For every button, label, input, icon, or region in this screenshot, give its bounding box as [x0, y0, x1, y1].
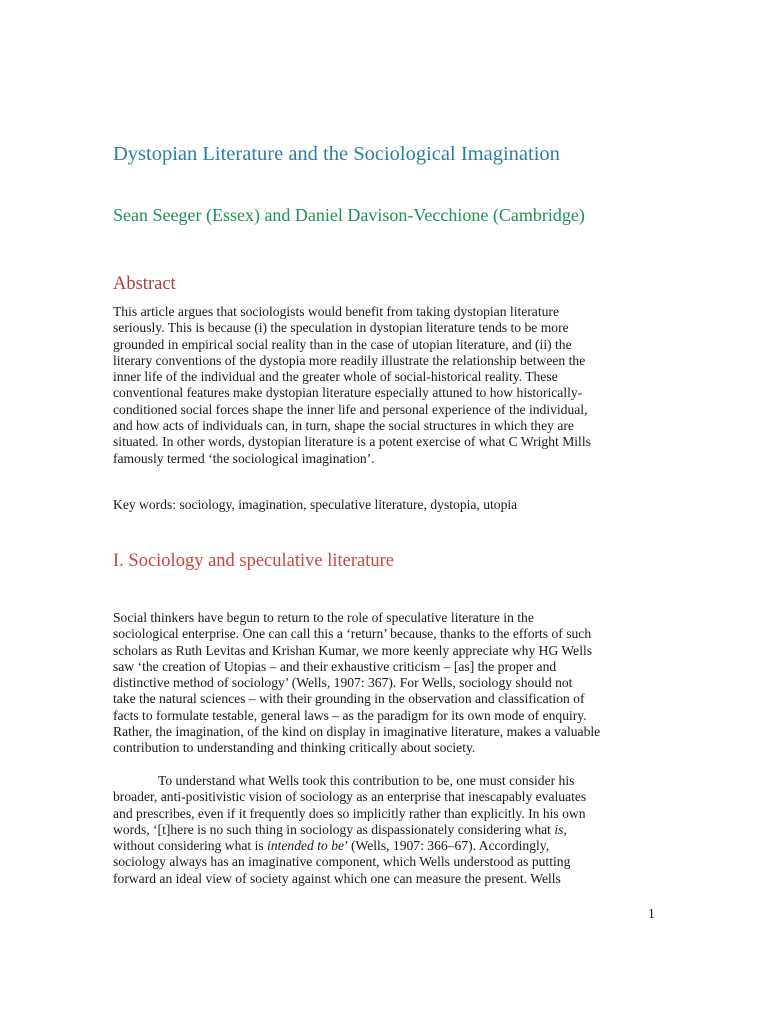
- paragraph-2-line: [113, 838, 673, 854]
- keywords-line: Key words: sociology, imagination, speculative literature, dystopia, utopia: [113, 497, 518, 512]
- body-paragraph-2: [113, 773, 673, 887]
- text-segment: ,: [563, 821, 567, 837]
- emphasis-text: is: [554, 821, 564, 837]
- page-number: 1: [648, 906, 655, 921]
- paper-authors: Sean Seeger (Essex) and Daniel Davison-Vecchione (Cambridge): [113, 205, 585, 225]
- text-segment: ’ (Wells, 1907: 366–67). Accordingly,: [344, 838, 550, 854]
- text-segment: without considering what is: [113, 838, 268, 854]
- abstract-heading: Abstract: [113, 274, 176, 294]
- text-segment: words, ‘[t]here is no such thing in sociology as dispassionately considering what: [113, 821, 555, 837]
- paragraph-2-line: forward an ideal view of society against which one can measure the present. Wells: [113, 870, 561, 886]
- emphasis-text: intended to be: [267, 838, 345, 854]
- paragraph-2-line: and prescribes, even if it frequently does so implicitly rather than explicitly. In his own: [113, 805, 586, 821]
- paragraph-2-line: [113, 822, 673, 838]
- paragraph-2-line: sociology always has an imaginative component, which Wells understood as putting: [113, 854, 571, 870]
- body-paragraph-1: Social thinkers have begun to return to the role of speculative literature in the sociological enterprise. One can call this a ‘return’ because, thanks to the efforts of such scholars as Ruth Levitas and Krishan Kumar, we more keenly appreciate why HG Wells saw ‘the creation of Utopias – and their exhaustive criticism – [as] the proper and distinctive method of sociology’ (Wells, 1907: 367). For Wells, sociology should not take the natural sciences – with their grounding in the observation and classification of facts to formulate testable, general laws – as the paradigm for its own mode of enquiry. Rather, the imagination, of the kind on display in imaginative literature, makes a valuable contribution to understanding and thinking critically about society.: [113, 610, 601, 756]
- section-heading: I. Sociology and speculative literature: [113, 551, 395, 571]
- abstract-text: This article argues that sociologists would benefit from taking dystopian literature seriously. This is because (i) the speculation in dystopian literature tends to be more grounded in empirical social reality than in the case of utopian literature, and (ii) the literary conventions of the dystopia more readily illustrate the relationship between the inner life of the individual and the greater whole of social-historical reality. These conventional features make dystopian literature especially attuned to how historically- conditioned social forces shape the inner life and personal experience of the individual, and how acts of individuals can, in turn, shape the social structures in which they are situated. In other words, dystopian literature is a potent exercise of what C Wright Mills famously termed ‘the sociological imagination’.: [113, 304, 591, 466]
- paragraph-2-line: broader, anti-positivistic vision of sociology as an enterprise that inescapably evaluates: [113, 789, 587, 805]
- paper-title: Dystopian Literature and the Sociological Imagination: [113, 143, 560, 165]
- paragraph-2-line: To understand what Wells took this contribution to be, one must consider his: [158, 773, 575, 788]
